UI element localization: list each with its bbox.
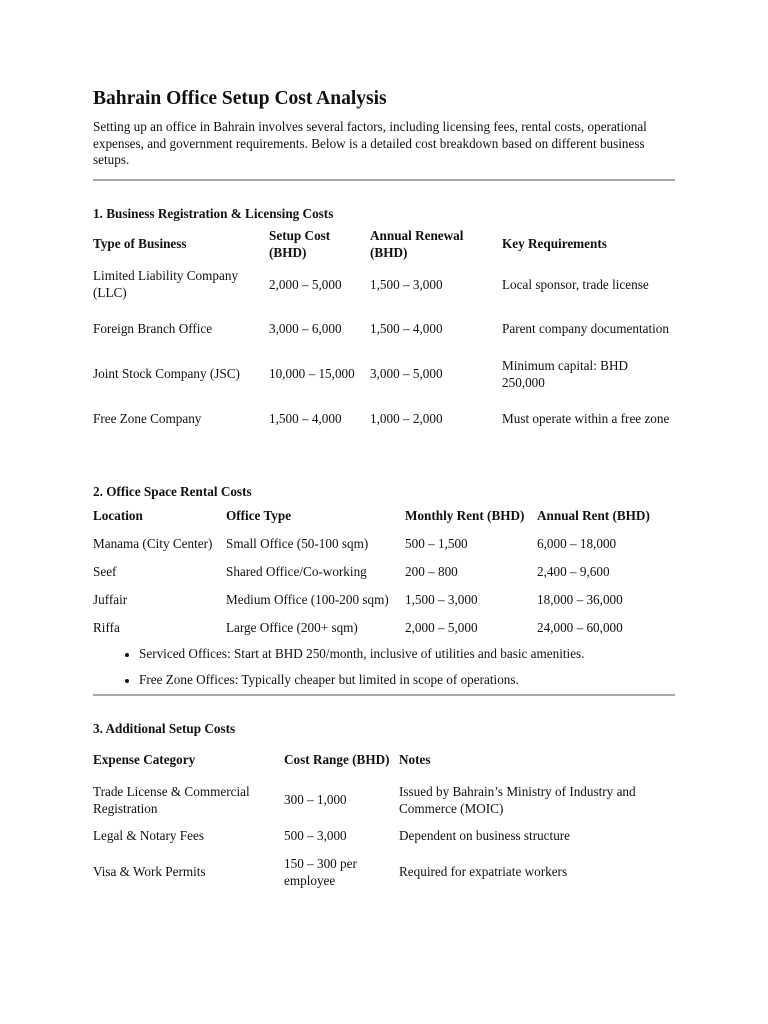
table-cell: Large Office (200+ sqm) xyxy=(226,620,358,636)
table-header-row xyxy=(93,741,675,781)
table-row xyxy=(93,263,673,308)
table-cell: 18,000 – 36,000 xyxy=(537,592,623,608)
table-cell: Must operate within a free zone xyxy=(502,410,670,426)
column-header: Expense Category xyxy=(93,752,196,768)
table-cell: 1,500 – 4,000 xyxy=(370,321,443,337)
page-title: Bahrain Office Setup Cost Analysis xyxy=(93,88,387,109)
table-cell: 2,000 – 5,000 xyxy=(269,276,342,292)
column-header: Notes xyxy=(399,752,431,768)
table-cell: 2,400 – 9,600 xyxy=(537,564,610,580)
intro-paragraph: Setting up an office in Bahrain involves several factors, including licensing fees, rental costs, operational expenses, and government requirements. Below is a detailed cost breakdown based on different business setups. xyxy=(93,119,647,168)
table-cell: Parent company documentation xyxy=(502,321,669,337)
table-header-row xyxy=(93,227,673,263)
table-cell: Required for expatriate workers xyxy=(399,864,568,880)
table-cell: Foreign Branch Office xyxy=(93,321,213,337)
table-cell: Legal & Notary Fees xyxy=(93,828,204,844)
section-heading-licensing: 1. Business Registration & Licensing Costs xyxy=(93,205,334,221)
column-header: Type of Business xyxy=(93,236,187,252)
table-row xyxy=(93,781,675,821)
table-cell: Free Zone Company xyxy=(93,410,202,426)
divider xyxy=(93,179,675,181)
table-cell: 200 – 800 xyxy=(405,564,458,580)
table-row xyxy=(93,397,673,442)
table-cell: Riffa xyxy=(93,620,120,636)
table-cell: 6,000 – 18,000 xyxy=(537,536,617,552)
table-cell: Medium Office (100-200 sqm) xyxy=(226,592,389,608)
column-header: Monthly Rent (BHD) xyxy=(405,508,525,524)
table-cell: 1,500 – 4,000 xyxy=(269,410,342,426)
table-cell: 500 – 1,500 xyxy=(405,536,468,552)
table-cell: Local sponsor, trade license xyxy=(502,276,649,292)
section-heading-rental: 2. Office Space Rental Costs xyxy=(93,483,252,499)
document-content xyxy=(93,86,675,893)
column-header: Setup Cost (BHD) xyxy=(269,227,331,260)
licensing-costs-table xyxy=(93,227,673,442)
column-header: Cost Range (BHD) xyxy=(284,752,390,768)
table-cell: Trade License & Commercial Registration xyxy=(93,783,250,816)
table-cell: Juffair xyxy=(93,592,128,608)
additional-costs-table xyxy=(93,741,675,893)
column-header: Office Type xyxy=(226,508,292,524)
rental-costs-table xyxy=(93,503,675,643)
table-cell: Small Office (50-100 sqm) xyxy=(226,536,369,552)
table-cell: Seef xyxy=(93,564,117,580)
table-row xyxy=(93,615,675,643)
list-item: • Free Zone Offices: Typically cheaper but limited in scope of operations. xyxy=(139,672,675,688)
table-row xyxy=(93,821,675,853)
table-cell: Visa & Work Permits xyxy=(93,864,206,880)
table-cell: 1,000 – 2,000 xyxy=(370,410,443,426)
table-row xyxy=(93,853,675,893)
table-header-row xyxy=(93,503,675,531)
table-cell: Dependent on business structure xyxy=(399,828,571,844)
column-header: Location xyxy=(93,508,143,524)
table-row xyxy=(93,307,673,352)
table-cell: 300 – 1,000 xyxy=(284,792,347,808)
table-cell: 10,000 – 15,000 xyxy=(269,366,355,382)
table-row xyxy=(93,531,675,559)
table-row xyxy=(93,559,675,587)
table-row xyxy=(93,587,675,615)
section-heading-additional: 3. Additional Setup Costs xyxy=(93,720,236,736)
rental-notes-list xyxy=(93,646,675,688)
table-cell: 2,000 – 5,000 xyxy=(405,620,478,636)
table-cell: 3,000 – 6,000 xyxy=(269,321,342,337)
table-cell: 1,500 – 3,000 xyxy=(405,592,478,608)
table-cell: Minimum capital: BHD 250,000 xyxy=(502,357,629,390)
list-item: • Serviced Offices: Start at BHD 250/month, inclusive of utilities and basic amenities. xyxy=(139,646,675,662)
table-cell: 500 – 3,000 xyxy=(284,828,347,844)
table-cell: 1,500 – 3,000 xyxy=(370,276,443,292)
table-cell: Joint Stock Company (JSC) xyxy=(93,366,240,382)
table-cell: 150 – 300 per employee xyxy=(284,855,357,888)
column-header: Key Requirements xyxy=(502,236,607,252)
divider xyxy=(93,694,675,696)
table-cell: Issued by Bahrain’s Ministry of Industry and Commerce (MOIC) xyxy=(399,783,636,816)
table-cell: 24,000 – 60,000 xyxy=(537,620,623,636)
table-cell: Limited Liability Company (LLC) xyxy=(93,268,239,301)
column-header: Annual Rent (BHD) xyxy=(537,508,650,524)
table-cell: 3,000 – 5,000 xyxy=(370,366,443,382)
table-cell: Manama (City Center) xyxy=(93,536,213,552)
table-row xyxy=(93,352,673,397)
column-header: Annual Renewal (BHD) xyxy=(370,227,464,260)
table-cell: Shared Office/Co-working xyxy=(226,564,367,580)
